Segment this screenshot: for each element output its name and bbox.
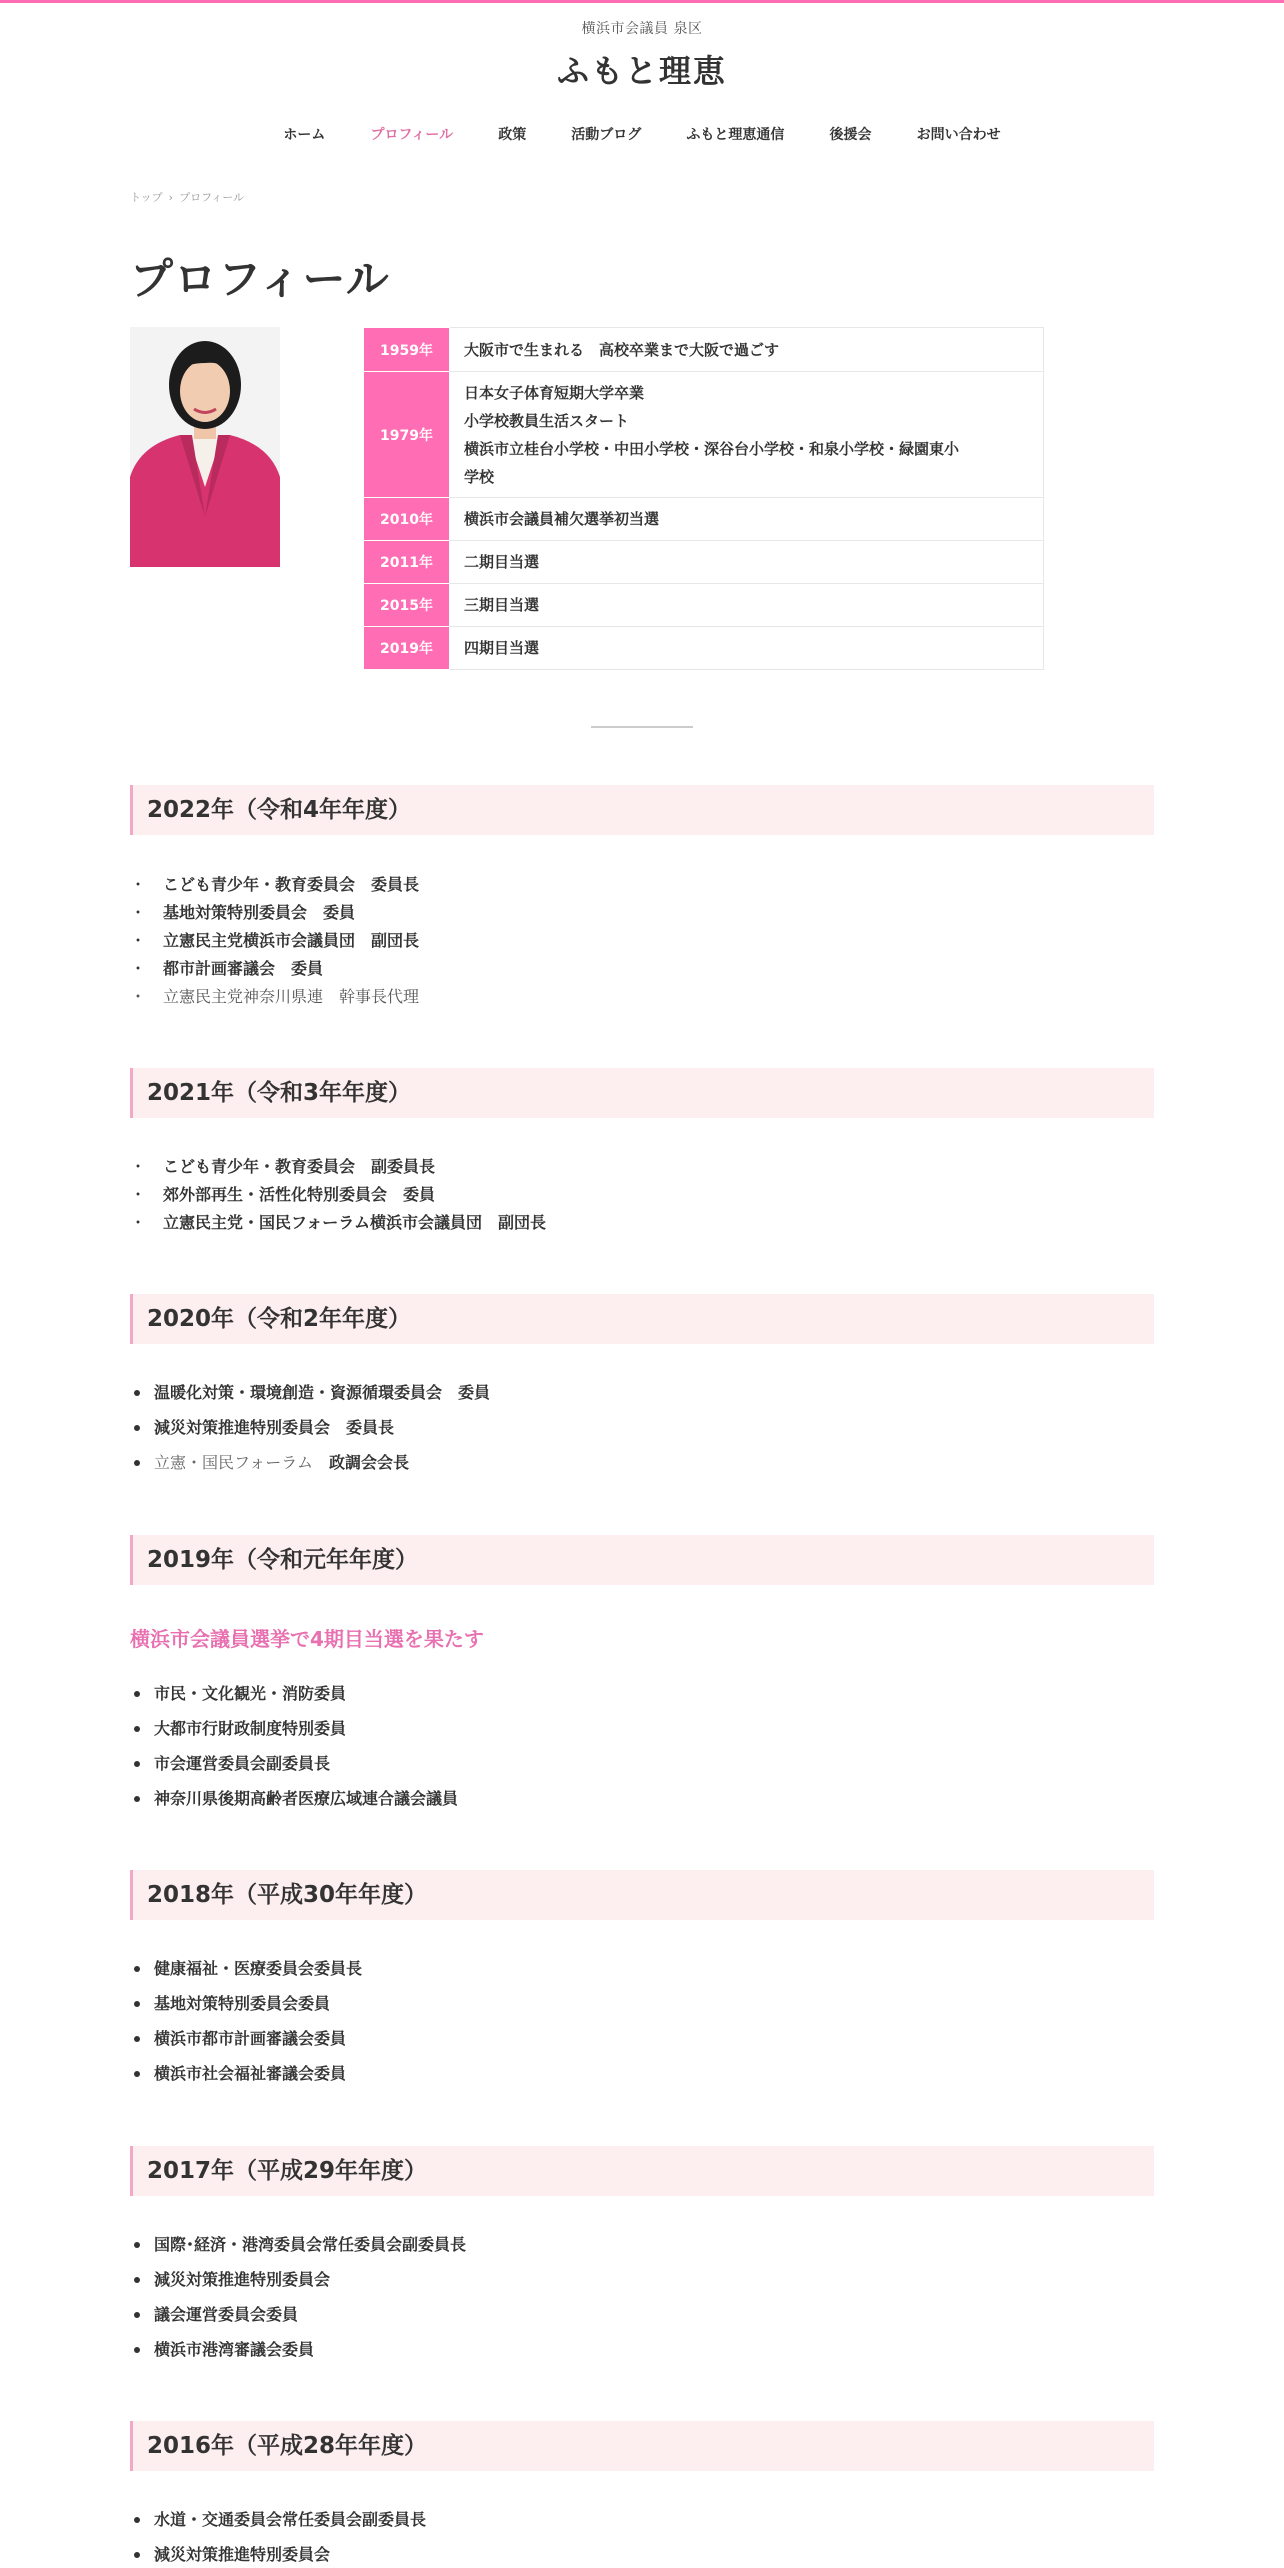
history-text <box>450 584 1044 627</box>
history-line: 小学校教員生活スタート <box>464 411 630 430</box>
site-header <box>0 18 1284 92</box>
list-2016 <box>130 2502 426 2568</box>
list-marker: ・ <box>130 1213 147 1232</box>
history-line: 日本女子体育短期大学卒業 <box>464 383 645 402</box>
list-item <box>130 1209 546 1237</box>
list-item <box>130 899 419 927</box>
list-item-text: 郊外部再生・活性化特別委員会 委員 <box>163 1185 436 1204</box>
top-accent-bar <box>0 0 1284 3</box>
nav-newsletter[interactable]: ふもと理恵通信 <box>686 127 785 143</box>
list-2019 <box>130 1676 458 1816</box>
list-marker: ・ <box>130 931 147 950</box>
list-item: 温暖化対策・環境創造・資源循環委員会 委員 <box>130 1375 490 1410</box>
breadcrumb-current: プロフィール <box>179 191 244 204</box>
section-divider <box>591 726 693 728</box>
list-item <box>130 1445 490 1480</box>
page-title: プロフィール <box>130 255 390 305</box>
history-row <box>364 584 1044 627</box>
list-2021 <box>130 1153 546 1237</box>
list-item <box>130 1153 546 1181</box>
list-marker: ・ <box>130 1157 147 1176</box>
list-item <box>130 955 419 983</box>
history-year: 1959年 <box>364 328 450 372</box>
list-item <box>130 983 419 1011</box>
nav-home[interactable]: ホーム <box>283 127 326 143</box>
list-item-text-light: 立憲・国民フォーラム <box>154 1453 330 1472</box>
list-item: 健康福祉・医療委員会委員長 <box>130 1951 362 1986</box>
history-text <box>450 498 1044 541</box>
history-text <box>450 372 1044 498</box>
list-item: 減災対策推進特別委員会 委員長 <box>130 1410 490 1445</box>
history-line: 学校 <box>464 467 495 486</box>
section-heading-2017: 2017年（平成29年年度） <box>130 2146 1154 2196</box>
list-item: 横浜市社会福祉審議会委員 <box>130 2056 362 2091</box>
site-subtitle: 横浜市会議員 泉区 <box>581 21 703 37</box>
history-line: 横浜市会議員補欠選挙初当選 <box>464 510 660 528</box>
history-year: 2019年 <box>364 627 450 670</box>
nav-blog[interactable]: 活動ブログ <box>571 127 642 143</box>
list-item-text: 立憲民主党・国民フォーラム横浜市会議員団 副団長 <box>163 1213 547 1232</box>
section-heading-2020: 2020年（令和2年年度） <box>130 1294 1154 1344</box>
list-item: 神奈川県後期高齢者医療広域連合議会議員 <box>130 1781 458 1816</box>
site-title-link[interactable]: ふもと理恵 <box>556 52 727 90</box>
list-item-text-bold: 政調会会長 <box>329 1453 410 1472</box>
list-item: 基地対策特別委員会委員 <box>130 1986 362 2021</box>
list-item-text: 基地対策特別委員会 委員 <box>163 903 356 922</box>
nav-policy[interactable]: 政策 <box>498 127 527 143</box>
list-item: 市会運営委員会副委員長 <box>130 1746 458 1781</box>
list-item-text: 立憲民主党横浜市会議員団 副団長 <box>163 931 420 950</box>
list-marker: ・ <box>130 987 147 1006</box>
nav-supporters[interactable]: 後援会 <box>829 127 872 143</box>
history-year: 2015年 <box>364 584 450 627</box>
history-line: 二期目当選 <box>464 553 540 571</box>
section-lead-2019: 横浜市会議員選挙で4期目当選を果たす <box>130 1627 484 1651</box>
list-marker: ・ <box>130 903 147 922</box>
history-row <box>364 541 1044 584</box>
list-item <box>130 927 419 955</box>
list-marker: ・ <box>130 1185 147 1204</box>
list-item: 水道・交通委員会常任委員会副委員長 <box>130 2502 426 2537</box>
list-2017 <box>130 2227 466 2367</box>
history-row <box>364 627 1044 670</box>
history-year: 2010年 <box>364 498 450 541</box>
list-item-text: 立憲民主党神奈川県連 幹事長代理 <box>163 987 420 1006</box>
profile-photo-illustration <box>130 327 280 567</box>
history-line: 大阪市で生まれる 高校卒業まで大阪で過ごす <box>464 340 780 359</box>
list-2018 <box>130 1951 362 2091</box>
history-table <box>363 327 1044 670</box>
history-line: 四期目当選 <box>464 639 540 657</box>
list-item-text: こども青少年・教育委員会 委員長 <box>163 875 420 894</box>
list-item-text: 都市計画審議会 委員 <box>163 959 324 978</box>
list-item: 減災対策推進特別委員会 <box>130 2262 466 2297</box>
section-heading-2016: 2016年（平成28年年度） <box>130 2421 1154 2471</box>
history-row <box>364 498 1044 541</box>
section-heading-2022: 2022年（令和4年年度） <box>130 785 1154 835</box>
breadcrumb-home[interactable]: トップ <box>130 191 163 204</box>
list-item: 横浜市都市計画審議会委員 <box>130 2021 362 2056</box>
breadcrumb <box>130 189 244 205</box>
history-line: 横浜市立桂台小学校・中田小学校・深谷台小学校・和泉小学校・緑園東小 <box>464 439 960 458</box>
list-item <box>130 871 419 899</box>
list-item: 議会運営委員会委員 <box>130 2297 466 2332</box>
history-text <box>450 328 1044 372</box>
list-2022 <box>130 871 419 1011</box>
history-year: 2011年 <box>364 541 450 584</box>
history-text <box>450 627 1044 670</box>
list-item: 市民・文化観光・消防委員 <box>130 1676 458 1711</box>
list-item-text: こども青少年・教育委員会 副委員長 <box>163 1157 436 1176</box>
section-heading-2019: 2019年（令和元年年度） <box>130 1535 1154 1585</box>
nav-profile[interactable]: プロフィール <box>370 127 454 143</box>
list-2020 <box>130 1375 490 1480</box>
section-heading-2021: 2021年（令和3年年度） <box>130 1068 1154 1118</box>
list-item <box>130 1181 546 1209</box>
nav-contact[interactable]: お問い合わせ <box>916 127 1001 143</box>
list-item: 減災対策推進特別委員会 <box>130 2537 426 2568</box>
list-item: 国際･経済・港湾委員会常任委員会副委員長 <box>130 2227 466 2262</box>
global-nav <box>0 124 1284 144</box>
history-year: 1979年 <box>364 372 450 498</box>
list-marker: ・ <box>130 959 147 978</box>
history-row <box>364 372 1044 498</box>
list-item: 大都市行財政制度特別委員 <box>130 1711 458 1746</box>
section-heading-2018: 2018年（平成30年年度） <box>130 1870 1154 1920</box>
profile-photo <box>130 327 280 567</box>
history-text <box>450 541 1044 584</box>
history-line: 三期目当選 <box>464 596 540 614</box>
breadcrumb-separator: › <box>168 191 174 204</box>
history-row <box>364 328 1044 372</box>
list-item: 横浜市港湾審議会委員 <box>130 2332 466 2367</box>
list-marker: ・ <box>130 875 147 894</box>
